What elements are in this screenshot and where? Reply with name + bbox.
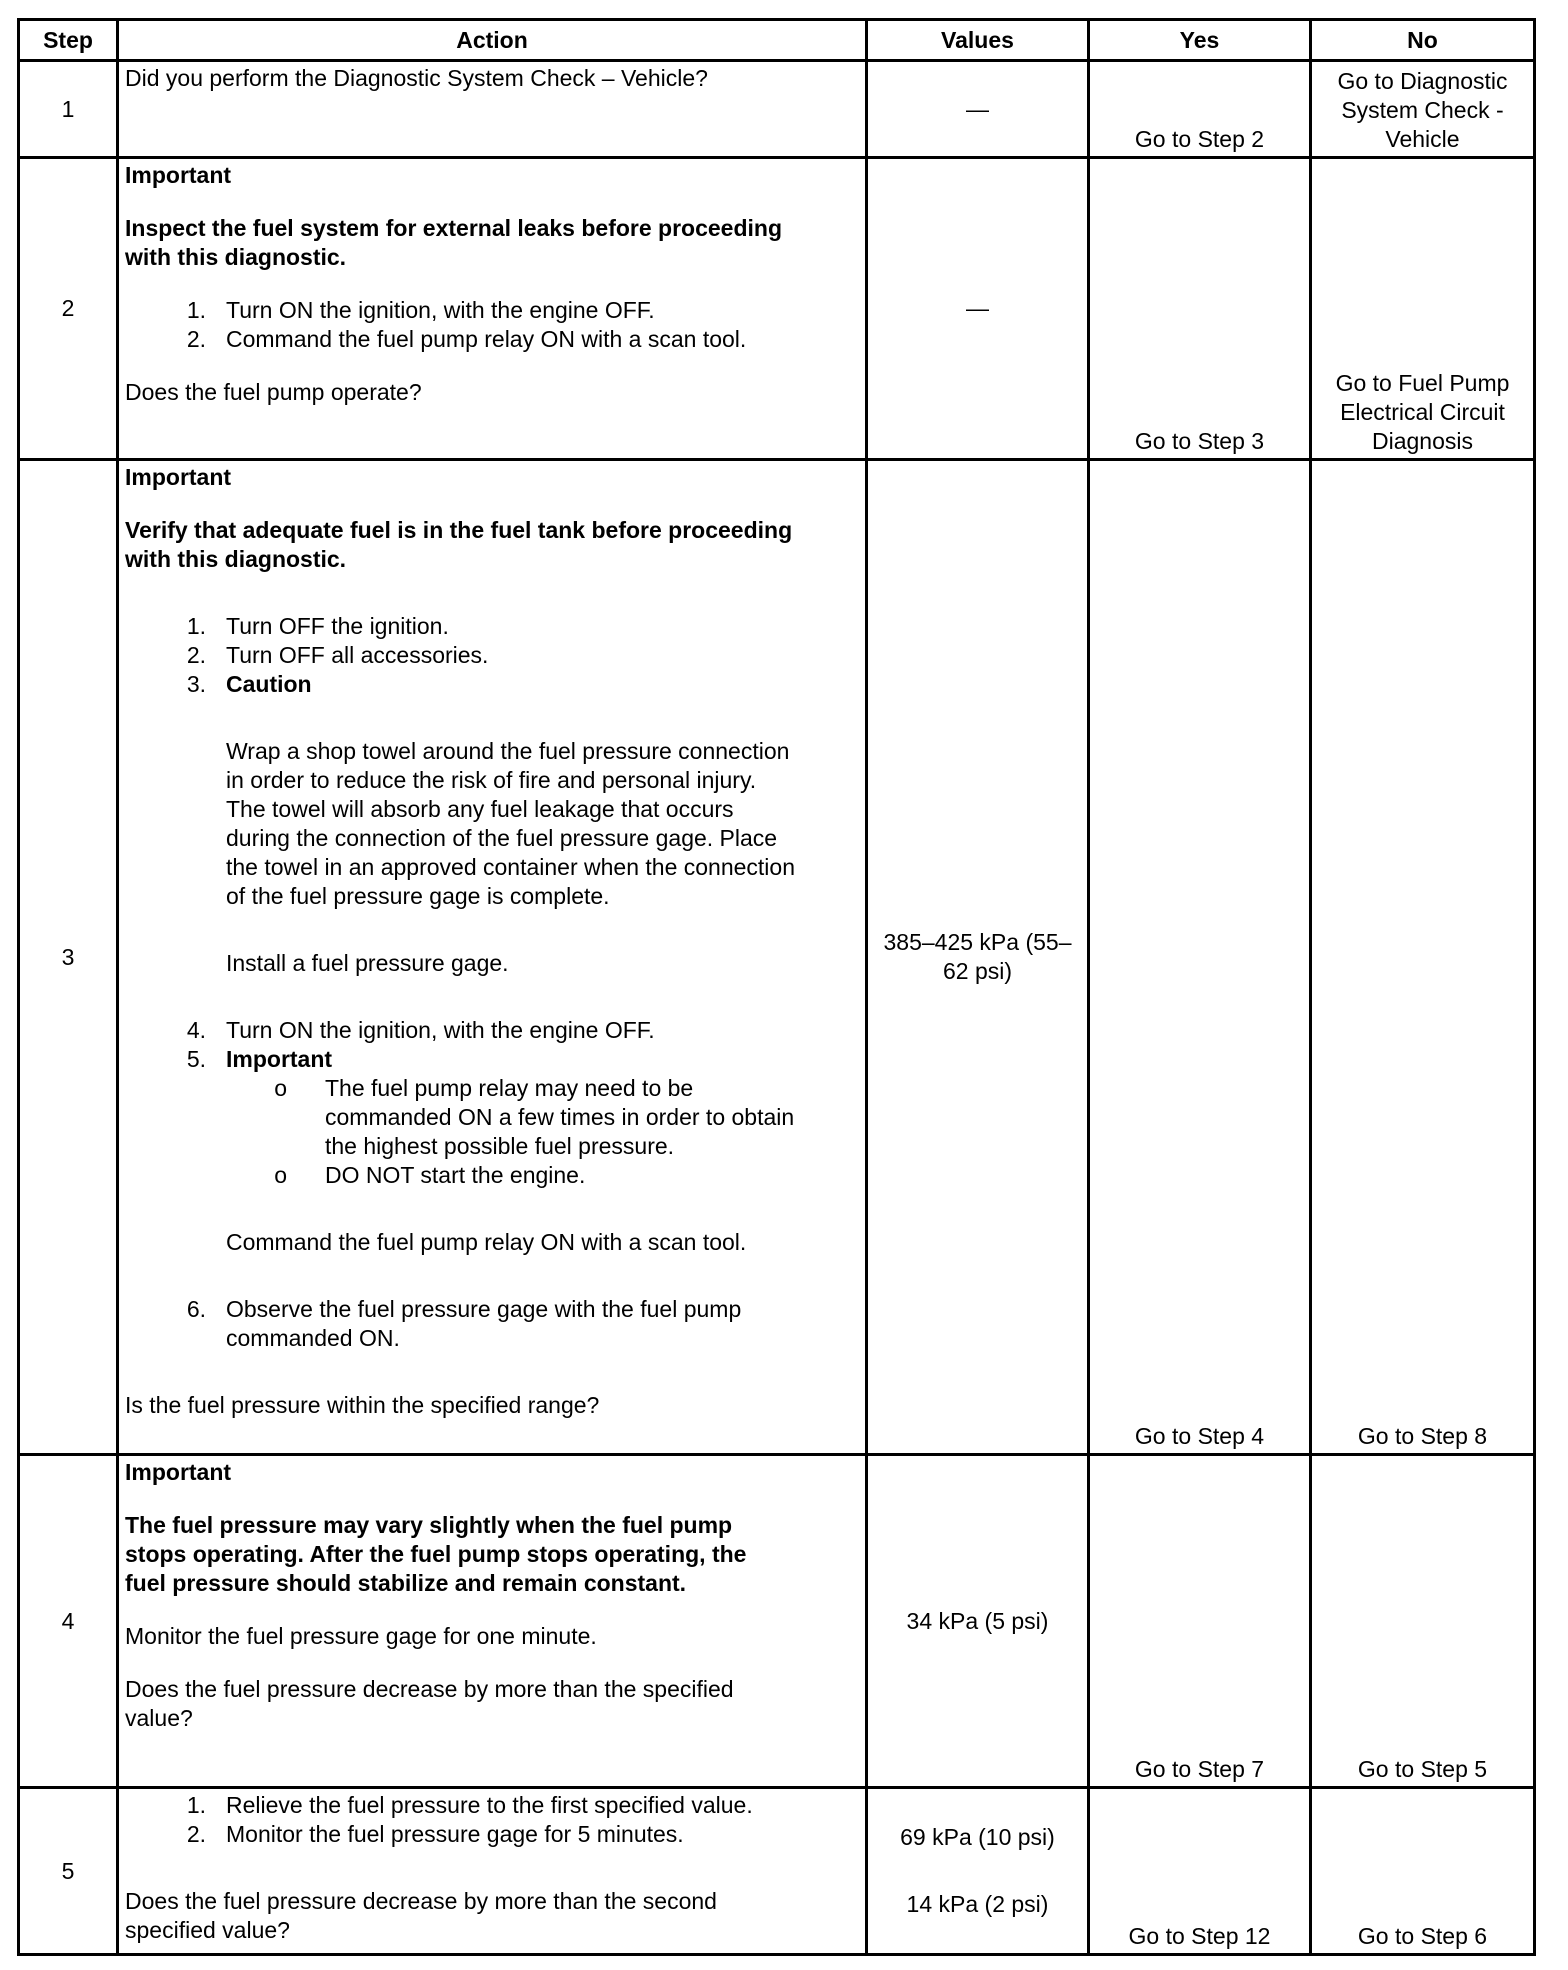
yes-cell: Go to Step 12: [1089, 1788, 1311, 1955]
bullet-mark: o: [274, 1075, 287, 1101]
no-line: Diagnosis: [1372, 428, 1473, 454]
caution-heading: Caution: [226, 671, 312, 697]
action-question: Does the fuel pump operate?: [125, 379, 422, 405]
action-cell: [118, 1788, 867, 1955]
list-item: [125, 1791, 861, 1820]
list-number: 4.: [186, 1017, 206, 1043]
step-number: 3: [19, 460, 118, 1455]
bullet-mark: o: [274, 1162, 287, 1188]
list-item: [125, 612, 861, 641]
important-heading: Important: [125, 162, 232, 188]
table-row-step-1: [19, 61, 1535, 158]
list-text: Turn OFF the ignition.: [226, 613, 449, 639]
caution-line: of the fuel pressure gage is complete.: [226, 883, 610, 909]
list-number: 5.: [186, 1046, 206, 1072]
list-item: [125, 325, 861, 354]
bullet-line: commanded ON a few times in order to obtain: [325, 1104, 795, 1130]
action-question: specified value?: [125, 1917, 290, 1943]
diagnostic-table: [17, 18, 1536, 1956]
list-text: Turn OFF all accessories.: [226, 642, 489, 668]
important-heading: Important: [125, 1459, 232, 1485]
list-number: 1.: [186, 297, 206, 323]
step-number: 4: [19, 1455, 118, 1788]
list-item: [125, 1820, 861, 1849]
action-cell: [118, 158, 867, 460]
bullet-line: The fuel pump relay may need to be: [325, 1075, 694, 1101]
table-row-step-2: [19, 158, 1535, 460]
list-text: Turn ON the ignition, with the engine OFF.: [226, 1017, 655, 1043]
value-line: 14 kPa (2 psi): [906, 1891, 1049, 1917]
important-text-line: fuel pressure should stabilize and remain constant.: [125, 1570, 687, 1596]
value-line: 62 psi): [942, 958, 1013, 984]
action-cell: [118, 61, 867, 158]
list-item: [125, 1016, 861, 1045]
caution-line: Wrap a shop towel around the fuel pressure connection: [226, 738, 790, 764]
header-step: Step: [19, 20, 118, 61]
yes-cell: Go to Step 3: [1089, 158, 1311, 460]
no-line: Electrical Circuit: [1340, 399, 1505, 425]
list-number: 2.: [186, 642, 206, 668]
list-number: 6.: [186, 1296, 206, 1322]
no-cell: Go to Step 8: [1311, 460, 1535, 1455]
header-action: Action: [118, 20, 867, 61]
action-cell: [118, 460, 867, 1455]
list-item: [125, 296, 861, 325]
header-values: Values: [867, 20, 1089, 61]
command-instruction: Command the fuel pump relay ON with a scan tool.: [226, 1229, 747, 1255]
value-line: 385–425 kPa (55–: [883, 929, 1072, 955]
yes-cell: Go to Step 7: [1089, 1455, 1311, 1788]
table-row-step-3: [19, 460, 1535, 1455]
list-text: Turn ON the ignition, with the engine OFF.: [226, 297, 655, 323]
header-no: No: [1311, 20, 1535, 61]
caution-text: [125, 737, 861, 978]
important-text-line: The fuel pressure may vary slightly when the fuel pump: [125, 1512, 733, 1538]
caution-line: in order to reduce the risk of fire and personal injury.: [226, 767, 757, 793]
monitor-instruction: Monitor the fuel pressure gage for one minute.: [125, 1623, 597, 1649]
important-text-line: with this diagnostic.: [125, 546, 347, 572]
table-row-step-4: [19, 1455, 1535, 1788]
no-line: Go to Diagnostic: [1337, 68, 1508, 94]
caution-line: The towel will absorb any fuel leakage that occurs: [226, 796, 734, 822]
header-row: [19, 20, 1535, 61]
step-number: 1: [19, 61, 118, 158]
value-cell: [867, 460, 1089, 1455]
action-question: Does the fuel pressure decrease by more than the second: [125, 1888, 717, 1914]
bullet-line: the highest possible fuel pressure.: [325, 1133, 675, 1159]
no-cell: [1311, 158, 1535, 460]
important-text-line: stops operating. After the fuel pump stops operating, the: [125, 1541, 747, 1567]
value-cell: —: [867, 158, 1089, 460]
list-text: Monitor the fuel pressure gage for 5 minutes.: [226, 1821, 684, 1847]
list-number: 2.: [186, 1821, 206, 1847]
step-number: 2: [19, 158, 118, 460]
no-line: System Check -: [1341, 97, 1504, 123]
list-number: 2.: [186, 326, 206, 352]
no-line: Go to Fuel Pump: [1335, 370, 1510, 396]
install-instruction: Install a fuel pressure gage.: [226, 950, 509, 976]
list-number: 1.: [186, 1792, 206, 1818]
list-item: [125, 1045, 861, 1074]
list-text: Relieve the fuel pressure to the first specified value.: [226, 1792, 753, 1818]
bullet-line: DO NOT start the engine.: [325, 1162, 586, 1188]
table-row-step-5: [19, 1788, 1535, 1955]
action-question: Does the fuel pressure decrease by more than the specified: [125, 1676, 734, 1702]
list-item: [125, 641, 861, 670]
caution-line: during the connection of the fuel pressure gage. Place: [226, 825, 778, 851]
important-text-line: with this diagnostic.: [125, 244, 347, 270]
important-text-line: Inspect the fuel system for external leaks before proceeding: [125, 215, 782, 241]
action-question: Did you perform the Diagnostic System Check – Vehicle?: [125, 65, 708, 91]
important-heading: Important: [125, 464, 232, 490]
list-number: 1.: [186, 613, 206, 639]
important-subheading: Important: [226, 1046, 333, 1072]
important-text-line: Verify that adequate fuel is in the fuel tank before proceeding: [125, 517, 793, 543]
list-number: 3.: [186, 671, 206, 697]
action-question: Is the fuel pressure within the specified range?: [125, 1392, 600, 1418]
bullet-item: [125, 1074, 861, 1161]
value-line: 69 kPa (10 psi): [900, 1824, 1055, 1850]
no-cell: [1311, 61, 1535, 158]
no-line: Vehicle: [1385, 126, 1460, 152]
header-yes: Yes: [1089, 20, 1311, 61]
value-cell: 34 kPa (5 psi): [867, 1455, 1089, 1788]
yes-cell: Go to Step 2: [1089, 61, 1311, 158]
step-number: 5: [19, 1788, 118, 1955]
list-text: Observe the fuel pressure gage with the fuel pump: [226, 1296, 742, 1322]
caution-line: the towel in an approved container when the connection: [226, 854, 796, 880]
yes-cell: Go to Step 4: [1089, 460, 1311, 1455]
value-cell: [867, 1788, 1089, 1955]
list-text: commanded ON.: [226, 1325, 400, 1351]
no-cell: Go to Step 6: [1311, 1788, 1535, 1955]
action-question: value?: [125, 1705, 193, 1731]
list-item: [125, 670, 861, 699]
list-item: [125, 1295, 861, 1353]
value-cell: —: [867, 61, 1089, 158]
list-text: Command the fuel pump relay ON with a scan tool.: [226, 326, 747, 352]
bullet-item: [125, 1161, 861, 1190]
no-cell: Go to Step 5: [1311, 1455, 1535, 1788]
action-cell: [118, 1455, 867, 1788]
